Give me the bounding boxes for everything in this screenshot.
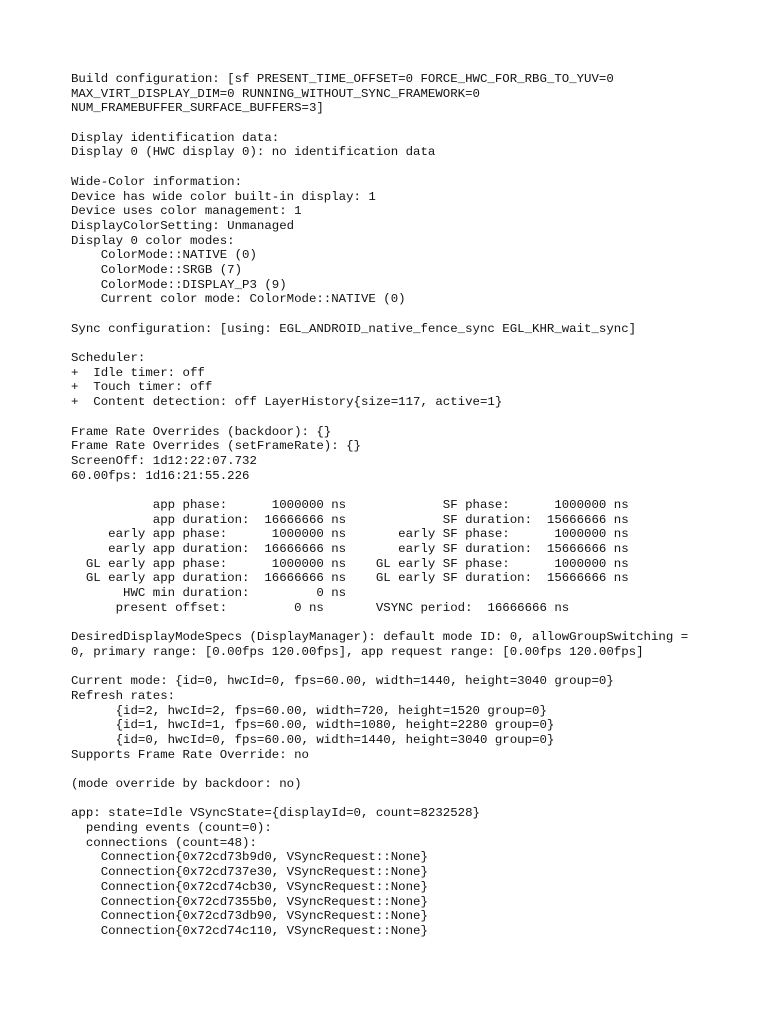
- blank-line: [71, 762, 760, 777]
- text-line: Device has wide color built-in display: 1: [71, 189, 376, 204]
- text-line: DesiredDisplayModeSpecs (DisplayManager): default mode ID: 0, allowGroupSwitching =: [71, 630, 689, 645]
- text-line: Supports Frame Rate Override: no: [71, 747, 309, 762]
- text-line: Connection{0x72cd73b9d0, VSyncRequest::None}: [71, 850, 428, 865]
- text-line: {id=2, hwcId=2, fps=60.00, width=720, height=1520 group=0}: [71, 703, 547, 718]
- blank-line: [71, 160, 760, 175]
- text-line: Display identification data:: [71, 130, 280, 145]
- text-line: Build configuration: [sf PRESENT_TIME_OFFSET=0 FORCE_HWC_FOR_RBG_TO_YUV=0: [71, 72, 614, 86]
- text-line: connections (count=48):: [71, 835, 257, 850]
- text-line: MAX_VIRT_DISPLAY_DIM=0 RUNNING_WITHOUT_SYNC_FRAMEWORK=0: [71, 86, 480, 101]
- text-line: ColorMode::NATIVE (0): [71, 248, 257, 263]
- blank-line: [71, 116, 760, 131]
- text-line: Frame Rate Overrides (backdoor): {}: [71, 424, 332, 439]
- blank-line: [71, 410, 760, 425]
- text-line: early app duration: 16666666 ns early SF duration: 15666666 ns: [71, 542, 629, 556]
- text-line: Current color mode: ColorMode::NATIVE (0): [71, 292, 406, 307]
- blank-line: [71, 336, 760, 351]
- text-line: app duration: 16666666 ns SF duration: 15666666 ns: [71, 512, 629, 527]
- blank-line: [71, 483, 760, 498]
- text-line: + Content detection: off LayerHistory{size=117, active=1}: [71, 395, 503, 410]
- blank-line: [71, 792, 760, 807]
- text-line: Connection{0x72cd74c110, VSyncRequest::None}: [71, 923, 428, 938]
- text-line: 60.00fps: 1d16:21:55.226: [71, 468, 250, 483]
- text-line: + Idle timer: off: [71, 365, 205, 380]
- text-line: present offset: 0 ns VSYNC period: 16666666 ns: [71, 600, 570, 615]
- dumpsys-text-document: [71, 72, 760, 939]
- text-line: GL early app duration: 16666666 ns GL early SF duration: 15666666 ns: [71, 571, 629, 586]
- text-line: app phase: 1000000 ns SF phase: 1000000 ns: [71, 497, 629, 512]
- text-line: GL early app phase: 1000000 ns GL early SF phase: 1000000 ns: [71, 556, 629, 571]
- text-line: + Touch timer: off: [71, 380, 213, 395]
- text-line: HWC min duration: 0 ns: [71, 586, 347, 601]
- blank-line: [71, 660, 760, 675]
- text-line: {id=1, hwcId=1, fps=60.00, width=1080, height=2280 group=0}: [71, 718, 555, 733]
- text-line: Connection{0x72cd7355b0, VSyncRequest::None}: [71, 894, 428, 909]
- text-line: Frame Rate Overrides (setFrameRate): {}: [71, 439, 361, 454]
- text-line: Sync configuration: [using: EGL_ANDROID_native_fence_sync EGL_KHR_wait_sync]: [71, 321, 637, 336]
- text-line: (mode override by backdoor: no): [71, 777, 302, 791]
- text-line: pending events (count=0):: [71, 821, 272, 836]
- text-line: Display 0 (HWC display 0): no identification data: [71, 145, 436, 160]
- text-line: Scheduler:: [71, 351, 146, 366]
- text-line: Display 0 color modes:: [71, 233, 235, 248]
- text-line: ColorMode::DISPLAY_P3 (9): [71, 277, 287, 292]
- text-line: early app phase: 1000000 ns early SF phase: 1000000 ns: [71, 527, 629, 542]
- text-line: Connection{0x72cd73db90, VSyncRequest::None}: [71, 909, 428, 924]
- text-line: Wide-Color information:: [71, 174, 243, 189]
- text-line: ColorMode::SRGB (7): [71, 262, 243, 277]
- text-line: {id=0, hwcId=0, fps=60.00, width=1440, height=3040 group=0}: [71, 732, 555, 747]
- text-line: Device uses color management: 1: [71, 204, 302, 219]
- text-line: Current mode: {id=0, hwcId=0, fps=60.00, width=1440, height=3040 group=0}: [71, 674, 614, 689]
- blank-line: [71, 307, 760, 322]
- text-line: app: state=Idle VSyncState={displayId=0, count=8232528}: [71, 806, 480, 821]
- text-line: Connection{0x72cd74cb30, VSyncRequest::None}: [71, 879, 428, 894]
- text-line: 0, primary range: [0.00fps 120.00fps], app request range: [0.00fps 120.00fps]: [71, 644, 644, 659]
- text-line: Connection{0x72cd737e30, VSyncRequest::None}: [71, 865, 428, 880]
- text-line: ScreenOff: 1d12:22:07.732: [71, 453, 257, 468]
- text-line: Refresh rates:: [71, 688, 176, 703]
- text-line: NUM_FRAMEBUFFER_SURFACE_BUFFERS=3]: [71, 101, 324, 116]
- blank-line: [71, 615, 760, 630]
- text-line: DisplayColorSetting: Unmanaged: [71, 218, 295, 233]
